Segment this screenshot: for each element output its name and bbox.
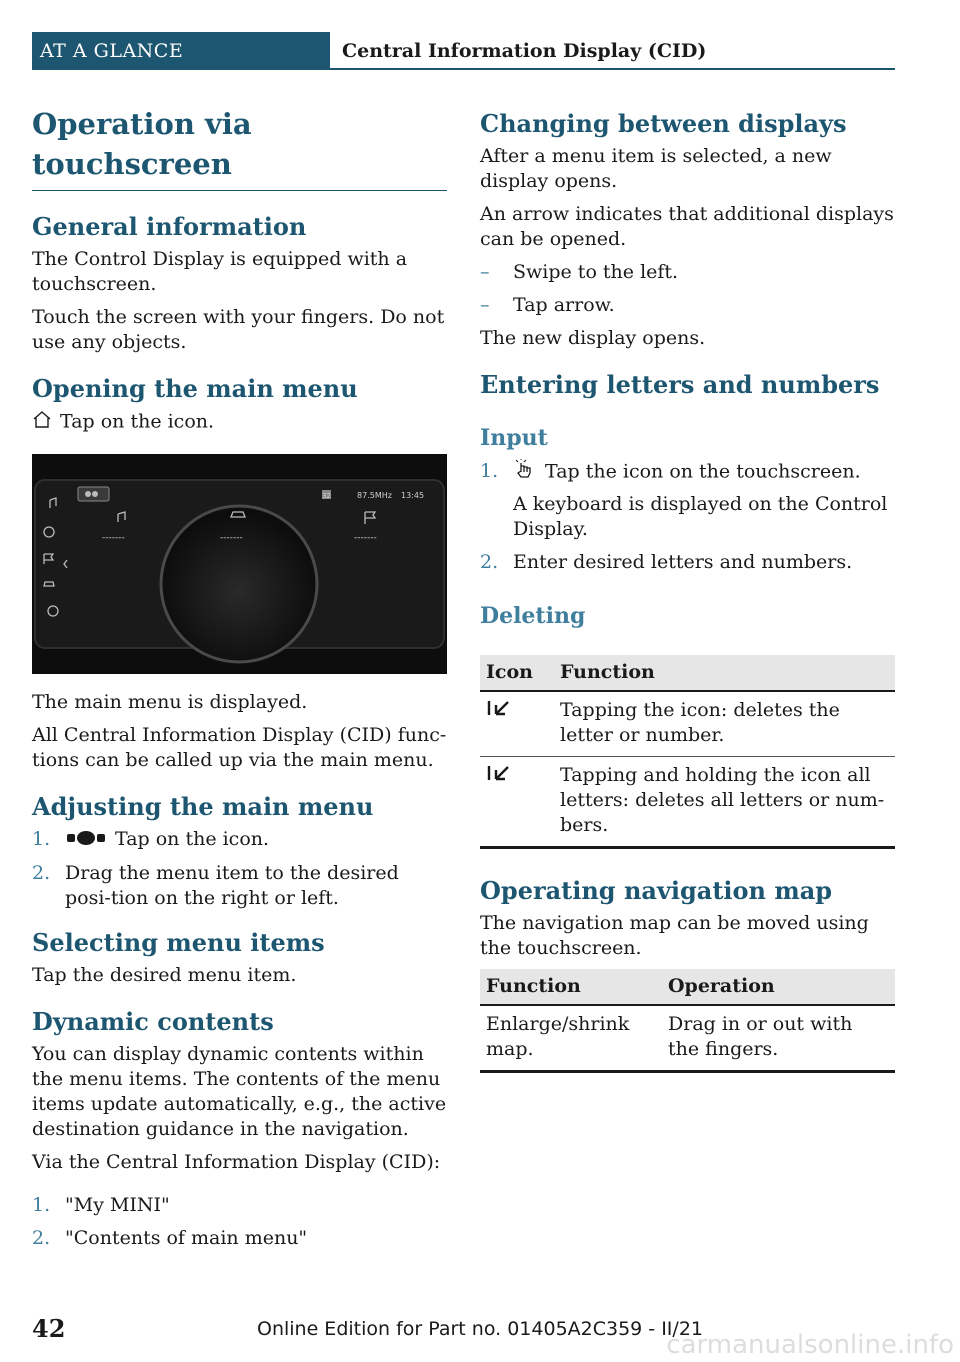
page-number: 42 [32,1314,66,1343]
paragraph: After a menu item is selected, a new display opens. [480,145,832,192]
paragraph: Via the Central Information Display (CID): [32,1150,441,1173]
table-row [480,691,895,757]
navigation-table [480,969,895,1073]
paragraph: The Control Display is equipped with a touchscreen. [32,248,408,295]
table-header: Icon [480,655,554,691]
page-header [32,32,895,70]
table-row [480,1005,895,1072]
list-item: – Tap arrow. [480,294,615,316]
paragraph: Tap on the icon. [32,409,447,436]
heading-changing-displays: Changing between displays [480,109,847,138]
heading-dynamic-contents: Dynamic contents [32,1006,274,1036]
table-header: Function [554,655,895,691]
heading-general-information: General information [32,212,307,241]
paragraph: The main menu is displayed. [32,691,308,713]
screen-menu-label: ------- [354,533,377,543]
left-column [32,104,447,1259]
heading-opening-main-menu: Opening the main menu [32,374,358,403]
home-icon [32,409,52,436]
main-menu-screenshot [32,454,447,674]
table-cell: Drag in or out with the fingers. [662,1005,895,1072]
delete-icon-cell [480,757,554,848]
list-item: – Swipe to the left. [480,261,679,283]
list-item: 1. "My MINI" [32,1193,170,1216]
table-cell: Enlarge/shrink map. [480,1005,662,1072]
backspace-icon [486,698,512,718]
screen-clock: 13:45 [401,491,425,500]
table-cell: Tapping and holding the icon all letters: deletes all letters or num-bers. [554,757,895,848]
paragraph: Tap the desired menu item. [32,963,297,986]
table-header: Operation [662,969,895,1005]
list-item: 1. Tap on the icon. [32,827,447,853]
edition-note: Online Edition for Part no. 01405A2C359 - II/21 [256,1318,703,1340]
heading-deleting: Deleting [480,603,586,629]
screen-menu-label: ------- [102,533,125,543]
heading-adjusting-main-menu: Adjusting the main menu [32,792,374,821]
paragraph: The navigation map can be moved using the touchscreen. [480,912,869,959]
paragraph: An arrow indicates that additional displays can be opened. [480,203,894,250]
list-item: 1. Tap the icon on the touchscreen. A keyboard is displayed on the Control Display. [480,460,888,540]
heading-input: Input [480,425,548,451]
paragraph: Touch the screen with your fingers. Do not use any objects. [32,306,445,353]
list-item: 2. "Contents of main menu" [32,1226,308,1249]
heading-navigation-map: Operating navigation map [480,876,833,905]
table-header: Function [480,969,662,1005]
heading-entering-letters: Entering letters and numbers [480,370,880,399]
list-item: 2. Enter desired letters and numbers. [480,551,853,573]
touch-hand-icon [513,459,537,486]
backspace-icon [486,763,512,783]
menu-dots-icon [65,828,107,853]
paragraph: The new display opens. [480,327,706,349]
chapter-title: Central Information Display (CID) [330,32,895,70]
deleting-table [480,655,895,849]
table-row [480,757,895,848]
paragraph: You can display dynamic contents within the menu items. The contents of the menu items update automatically, e.g., the active destination guidance in the navigation. [32,1042,447,1140]
screen-badge: 32 [322,492,331,500]
list-item: 2. Drag the menu item to the desired posi-tion on the right or left. [32,861,399,909]
watermark: carmanualsonline.info [666,1330,954,1360]
paragraph: All Central Information Display (CID) func-tions can be called up via the main menu. [32,724,447,771]
heading-selecting-menu-items: Selecting menu items [32,927,325,957]
table-cell: Tapping the icon: deletes the letter or number. [554,691,895,757]
screen-menu-label: ------- [220,533,243,543]
section-label: AT A GLANCE [32,32,330,70]
delete-icon-cell [480,691,554,757]
page-title: Operation via touchscreen [32,104,447,191]
screen-radio-frequency: 87.5MHz [357,491,392,500]
right-column [480,108,895,1073]
